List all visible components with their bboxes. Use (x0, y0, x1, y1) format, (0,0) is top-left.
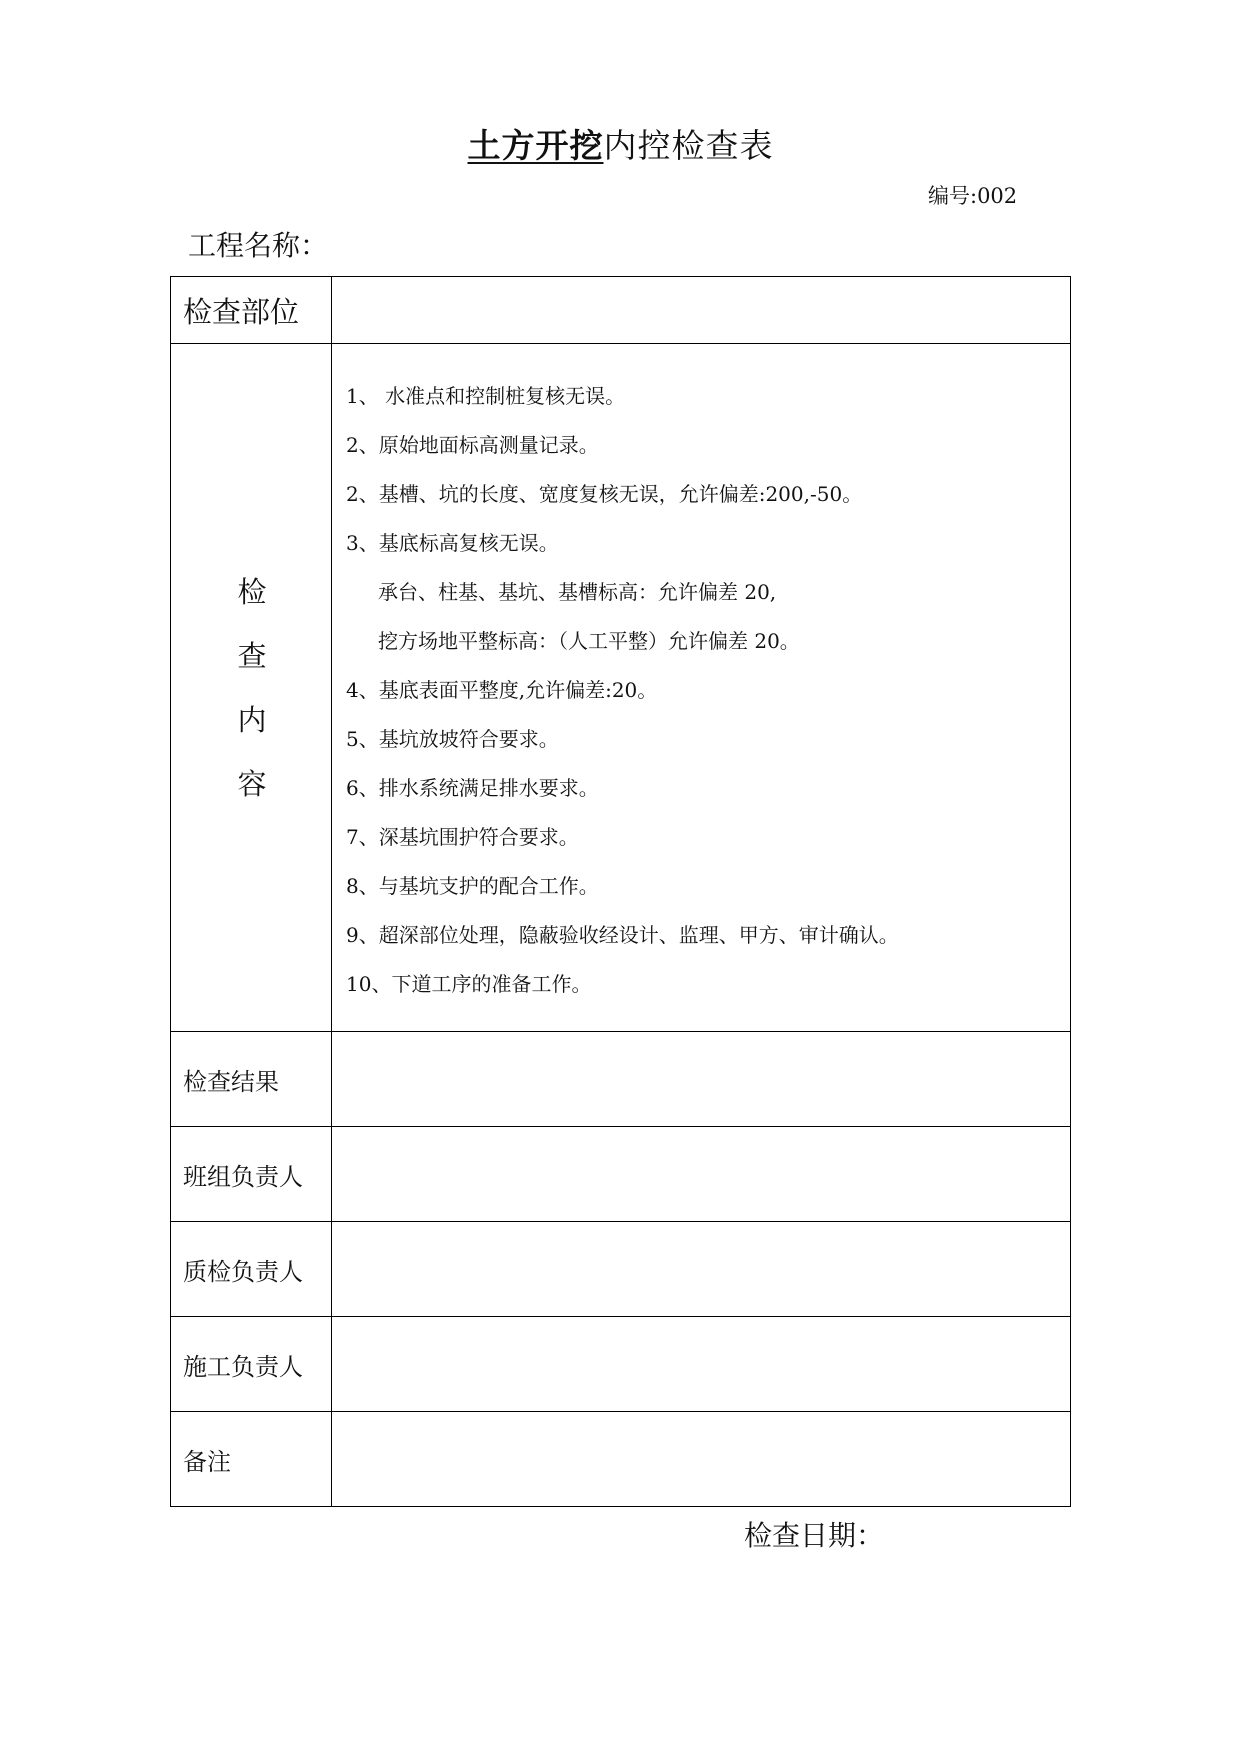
list-item: 10、下道工序的准备工作。 (346, 972, 592, 996)
inspection-location-label: 检查部位 (171, 277, 332, 344)
qc-leader-label: 质检负责人 (171, 1222, 332, 1317)
content-label-char: 内 (237, 702, 267, 737)
content-label-char: 查 (237, 638, 267, 673)
remarks-label: 备注 (171, 1412, 332, 1507)
content-label-char: 容 (237, 766, 267, 801)
row-construction-leader (171, 1317, 1071, 1412)
row-inspection-location (171, 277, 1071, 344)
list-item: 8、与基坑支护的配合工作。 (346, 874, 599, 898)
project-name-label: 工程名称： (188, 229, 329, 262)
content-label-char: 检 (237, 574, 267, 609)
inspection-content-label (171, 344, 332, 1032)
list-item-sub: 承台、柱基、基坑、基槽标高：允许偏差 20, (378, 580, 777, 604)
list-item: 3、基底标高复核无误。 (346, 531, 559, 555)
check-date-label: 检查日期： (744, 1519, 885, 1552)
document-number: 编号:002 (928, 184, 1018, 208)
inspection-content-list (332, 344, 1071, 1032)
list-item: 9、超深部位处理，隐蔽验收经设计、监理、甲方、审计确认。 (346, 923, 899, 947)
title-underlined-part: 土方开挖 (467, 126, 604, 165)
row-inspection-content (171, 344, 1071, 1032)
row-team-leader (171, 1127, 1071, 1222)
inspection-table (170, 276, 1071, 1507)
team-leader-field[interactable] (332, 1127, 1071, 1222)
list-item: 2、基槽、坑的长度、宽度复核无误，允许偏差:200,-50。 (346, 482, 863, 506)
page-title (0, 124, 1241, 168)
qc-leader-field[interactable] (332, 1222, 1071, 1317)
list-item: 6、排水系统满足排水要求。 (346, 776, 599, 800)
list-item: 1、 水准点和控制桩复核无误。 (346, 384, 626, 408)
list-item: 4、基底表面平整度,允许偏差:20。 (346, 678, 658, 702)
inspection-location-field[interactable] (332, 277, 1071, 344)
list-item: 2、原始地面标高测量记录。 (346, 433, 599, 457)
list-item: 5、基坑放坡符合要求。 (346, 727, 559, 751)
construction-leader-label: 施工负责人 (171, 1317, 332, 1412)
inspection-result-field[interactable] (332, 1032, 1071, 1127)
remarks-field[interactable] (332, 1412, 1071, 1507)
inspection-result-label: 检查结果 (171, 1032, 332, 1127)
row-qc-leader (171, 1222, 1071, 1317)
row-inspection-result (171, 1032, 1071, 1127)
title-rest-part: 内控检查表 (603, 126, 774, 165)
row-remarks (171, 1412, 1071, 1507)
team-leader-label: 班组负责人 (171, 1127, 332, 1222)
construction-leader-field[interactable] (332, 1317, 1071, 1412)
list-item: 7、深基坑围护符合要求。 (346, 825, 579, 849)
list-item-sub: 挖方场地平整标高：（人工平整）允许偏差 20。 (378, 629, 800, 653)
